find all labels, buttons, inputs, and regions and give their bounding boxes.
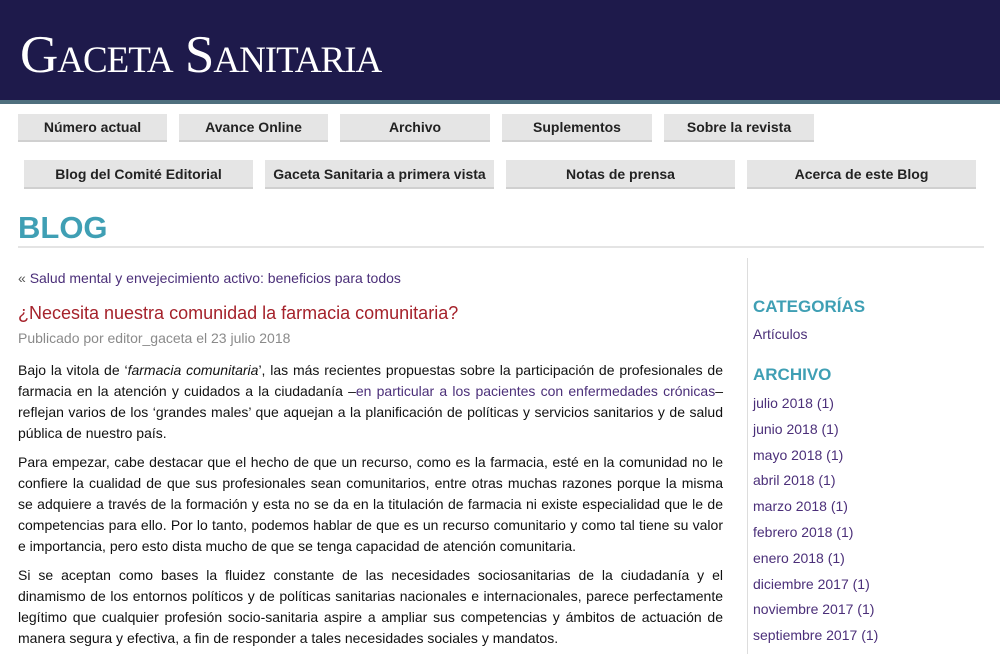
archive-link[interactable]: marzo 2018 [753, 498, 827, 515]
nav-blog-comite[interactable]: Blog del Comité Editorial [24, 160, 253, 189]
nav-notas-prensa[interactable]: Notas de prensa [506, 160, 735, 189]
blog-heading-divider [18, 246, 984, 248]
post-title[interactable]: ¿Necesita nuestra comunidad la farmacia comunitaria? [18, 303, 459, 323]
categories-heading: CATEGORÍAS [753, 297, 866, 316]
archive-item [753, 574, 878, 600]
nav-avance-online[interactable]: Avance Online [179, 114, 328, 142]
nav-suplementos[interactable]: Suplementos [502, 114, 652, 142]
archive-count: (1) [827, 549, 845, 566]
sidebar-divider [747, 258, 748, 654]
archive-count: (1) [816, 395, 834, 411]
archive-count: (1) [826, 446, 844, 463]
post-paragraph: Si se aceptan como bases la fluidez constante de las necesidades sociosanitarias de la ciudadanía y el dinamismo de los entornos políticos y de políticas sanitarias nacionales e internacionales, parece perfectamente legítimo que cualquier profesión socio-sanitaria aspire a ampliar sus competencias y ámbitos de actuación de manera segura y efectiva, a fin de responder a tales necesidades sociales y mandatos. [18, 567, 723, 646]
paragraph-text: – reflejan varios de los ‘grandes males’ que aquejan a la planificación de políticas y servicios sanitarios y de salud pública de nuestro país. [18, 383, 723, 441]
archive-link[interactable]: mayo 2018 [753, 446, 823, 463]
nav-sobre-la-revista[interactable]: Sobre la revista [664, 114, 814, 142]
archive-link[interactable]: julio 2018 [753, 395, 813, 411]
archive-item [753, 419, 878, 445]
site-header [0, 0, 1000, 100]
category-link-articulos[interactable]: Artículos [753, 326, 808, 342]
archive-item [753, 625, 878, 651]
blog-nav [0, 160, 1000, 189]
archive-count: (1) [852, 575, 870, 592]
post-paragraph: Para empezar, cabe destacar que el hecho de que un recurso, como es la farmacia, esté en la comunidad no le confiere la cualidad de que sus profesionales sean comunitarios, entre otras muchas razones porque la misma se adquiere a través de la formación y esta no se da en la titulación de farmacia ni existe especialidad que le de competencias para ello. Por lo tanto, podemos hablar de que es un recurso comunitario y como tal tiene su valor e importancia, pero esto dista mucho de que se tenga capacidad de atención comunitaria. [18, 454, 723, 554]
paragraph-text: ’, las más recientes propuestas sobre la participación de profesionales de farmacia en la atención y cuidados a la ciudadanía – [18, 362, 723, 399]
primary-nav [0, 114, 1000, 142]
archive-link[interactable]: enero 2018 [753, 549, 824, 566]
archive-count: (1) [836, 523, 854, 540]
archive-item [753, 445, 878, 471]
archive-link[interactable]: septiembre 2017 [753, 627, 858, 644]
site-logo[interactable]: Gaceta Sanitaria [20, 26, 382, 84]
previous-post-nav [18, 270, 401, 286]
archive-link[interactable]: abril 2018 [753, 472, 815, 489]
nav-acerca-blog[interactable]: Acerca de este Blog [747, 160, 976, 189]
post-meta: Publicado por editor_gaceta el 23 julio 2018 [18, 330, 291, 346]
archive-link[interactable]: noviembre 2017 [753, 601, 854, 618]
archive-count: (1) [857, 601, 875, 618]
archive-count: (1) [821, 420, 839, 437]
previous-post-link[interactable]: Salud mental y envejecimiento activo: beneficios para todos [29, 270, 401, 286]
nav-primera-vista[interactable]: Gaceta Sanitaria a primera vista [265, 160, 494, 189]
archive-list [753, 393, 878, 651]
archive-item [753, 496, 878, 522]
paragraph-text: Bajo la vitola de ‘ [18, 362, 128, 378]
archive-count: (1) [818, 472, 836, 489]
archive-item [753, 522, 878, 548]
archive-item [753, 548, 878, 574]
post-paragraph [18, 360, 723, 444]
previous-arrow: « [18, 270, 26, 286]
archive-link[interactable]: junio 2018 [753, 420, 818, 437]
archive-item [753, 470, 878, 496]
archive-item [753, 393, 878, 419]
archive-heading: ARCHIVO [753, 365, 832, 384]
header-divider [0, 100, 1000, 104]
nav-numero-actual[interactable]: Número actual [18, 114, 167, 142]
archive-item [753, 599, 878, 625]
archive-count: (1) [861, 627, 879, 644]
archive-count: (1) [830, 498, 848, 515]
emphasis-text: farmacia comunitaria [127, 362, 259, 378]
blog-heading: BLOG [18, 210, 108, 245]
nav-archivo[interactable]: Archivo [340, 114, 490, 142]
archive-link[interactable]: febrero 2018 [753, 523, 833, 540]
archive-link[interactable]: diciembre 2017 [753, 575, 849, 592]
inline-link-chronic-patients[interactable]: en particular a los pacientes con enfermedades crónicas [355, 383, 716, 399]
